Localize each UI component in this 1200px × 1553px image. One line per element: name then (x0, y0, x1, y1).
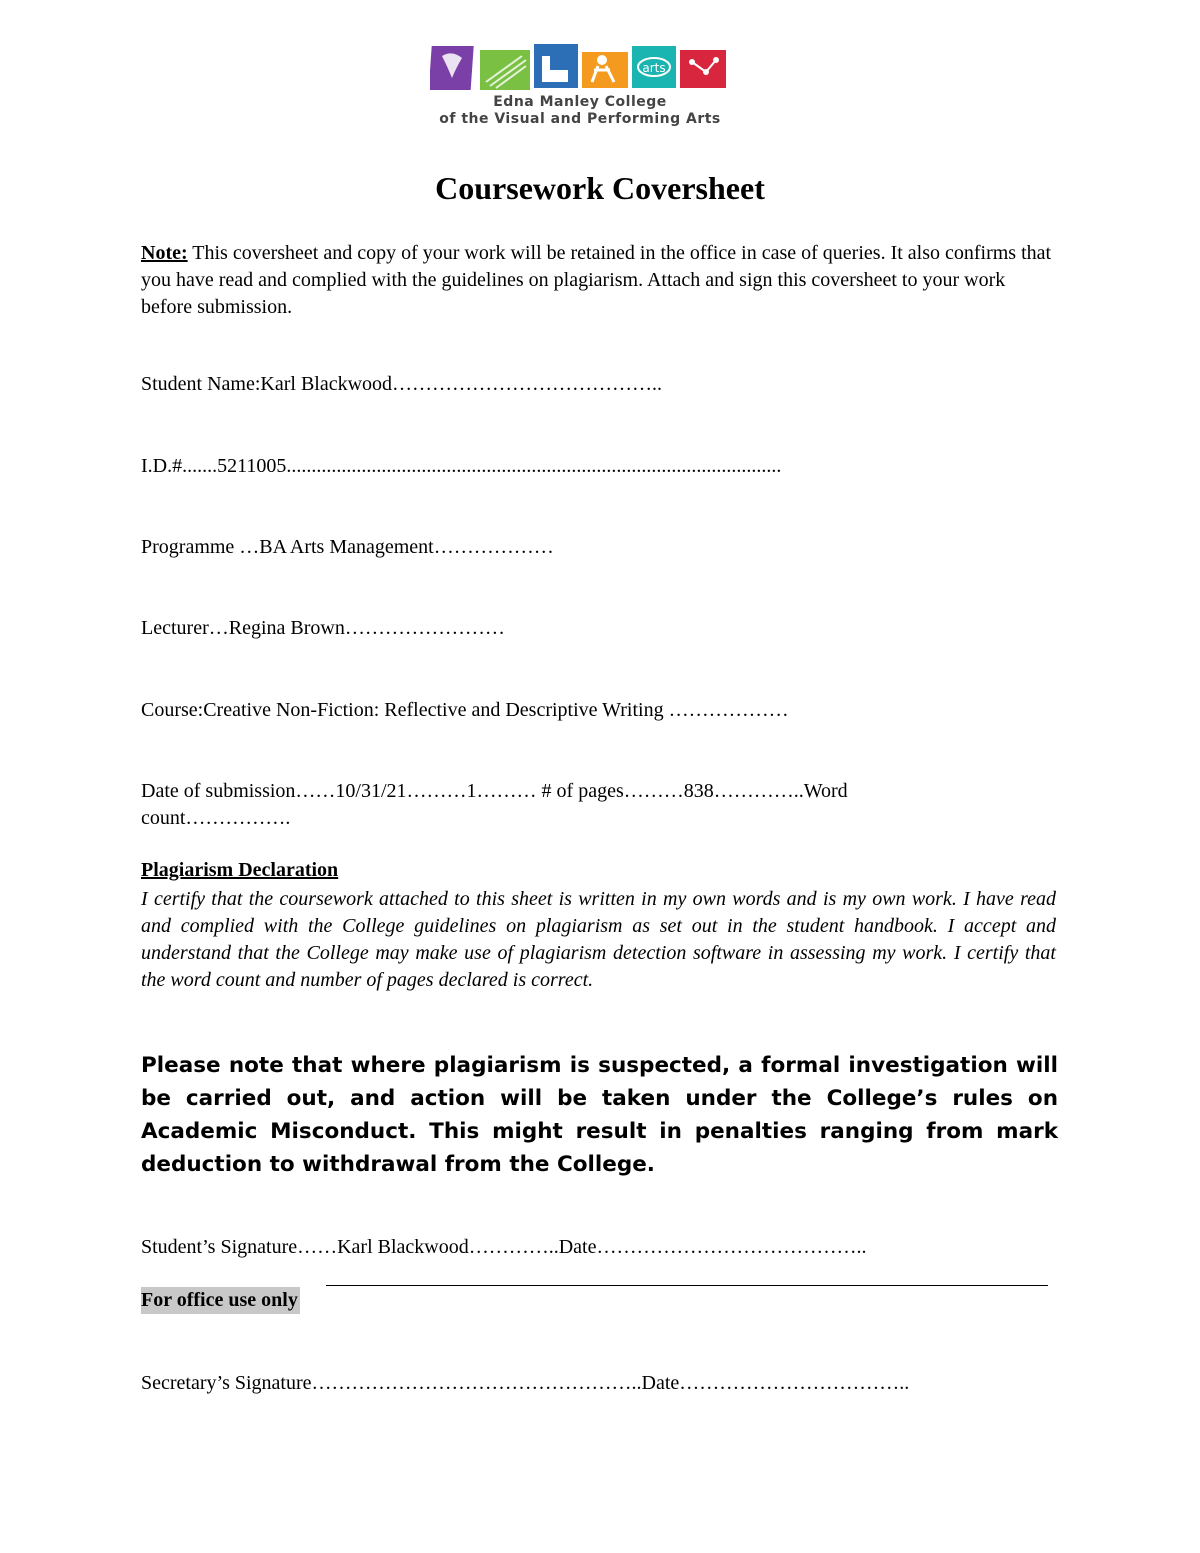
note-label: Note: (141, 242, 188, 264)
office-use-label: For office use only (141, 1287, 300, 1314)
declaration-heading: Plagiarism Declaration (141, 859, 339, 881)
word-count-field: count……………. (141, 807, 291, 829)
id-field: I.D.#.......5211005................................................................................................... (141, 455, 782, 477)
note-paragraph (141, 240, 1056, 321)
programme-field: Programme …BA Arts Management……………… (141, 536, 554, 558)
page-title: Coursework Coversheet (435, 170, 765, 206)
student-signature-line: Student’s Signature……Karl Blackwood…………..Date………………………………….. (141, 1236, 867, 1258)
logo-tiles (430, 42, 730, 92)
logo-name-line1: Edna Manley College (493, 94, 667, 110)
student-name-field: Student Name:Karl Blackwood………………………………….. (141, 373, 663, 395)
submission-date-field: Date of submission……10/31/21………1……… # of pages………838…………..Word (141, 780, 848, 802)
course-field: Course:Creative Non-Fiction: Reflective and Descriptive Writing ……………… (141, 699, 789, 721)
college-logo (430, 42, 730, 132)
lecturer-field: Lecturer…Regina Brown…………………… (141, 617, 505, 639)
logo-name-line2: of the Visual and Performing Arts (439, 111, 721, 127)
plagiarism-warning: Please note that where plagiarism is suspected, a formal investigation will be carried out, and action will be taken under the College’s rules on Academic Misconduct. This might result in penalties ranging from mark deduction to withdrawal from the College. (141, 1053, 1058, 1177)
logo-badge-text: arts (642, 61, 666, 75)
logo-tile-green (480, 50, 530, 90)
divider-line (326, 1285, 1048, 1286)
note-text: This coversheet and copy of your work will be retained in the office in case of queries. It also confirms that you have read and complied with the guidelines on plagiarism. Attach and sign this coversheet to your work before submission. (141, 242, 1052, 318)
secretary-signature-line: Secretary’s Signature…………………………………………..Date…………………………….. (141, 1372, 910, 1394)
declaration-text: I certify that the coursework attached to this sheet is written in my own words and is my own work. I have read and complied with the College guidelines on plagiarism as set out in the student handbook. I accept and understand that the College may make use of plagiarism detection software in assessing my work. I certify that the word count and number of pages declared is correct. (141, 888, 1056, 991)
